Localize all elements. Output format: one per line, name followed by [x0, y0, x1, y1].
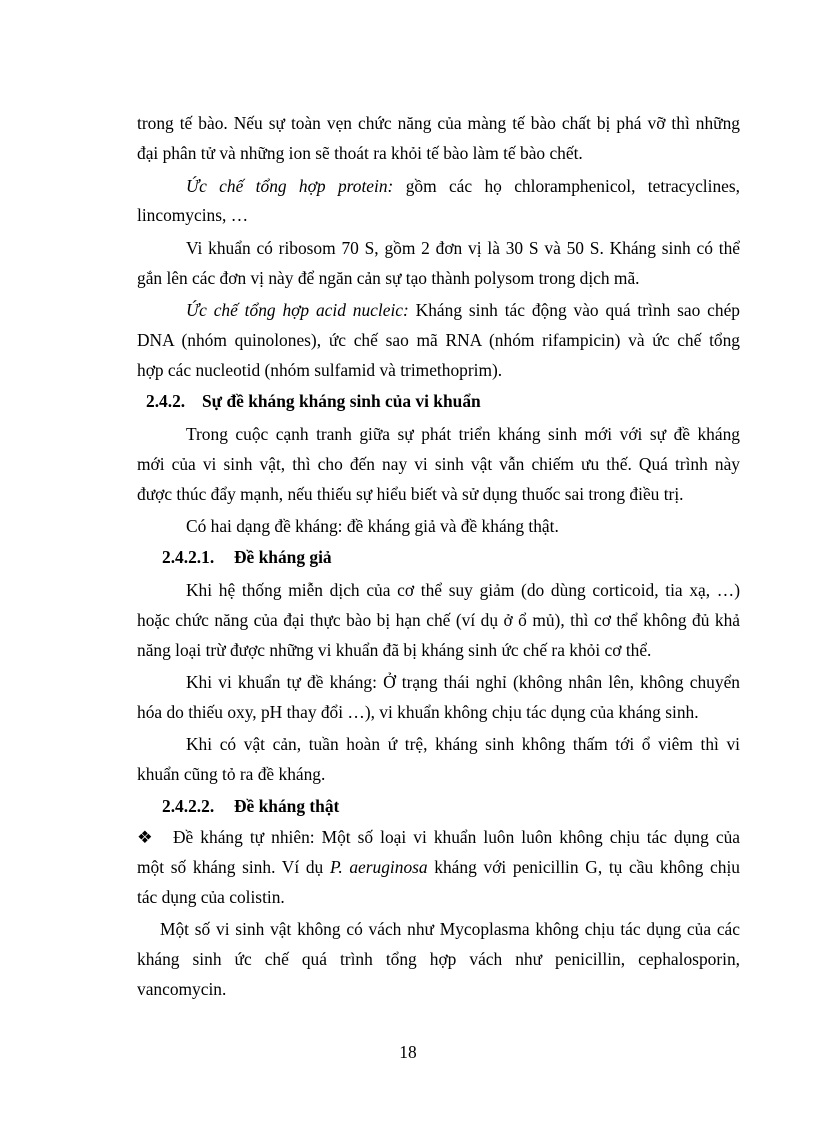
- paragraph-line: DNA (nhóm quinolones), ức chế sao mã RNA (nhóm rifampicin) và ức chế tổng: [137, 330, 740, 350]
- italic-term: Ức chế tổng hợp protein:: [186, 176, 394, 196]
- paragraph-text: kháng với penicillin G, tụ cầu không chịu: [427, 857, 740, 877]
- italic-term: P. aeruginosa: [329, 857, 428, 877]
- paragraph-line: gắn lên các đơn vị này để ngăn cản sự tạo thành polysom trong dịch mã.: [137, 268, 640, 288]
- paragraph-line: tác dụng của colistin.: [137, 887, 285, 907]
- subsection-heading: [162, 794, 765, 818]
- section-title: Đề kháng giả: [234, 547, 332, 567]
- paragraph-text: một số kháng sinh. Ví dụ: [137, 857, 330, 877]
- section-title: Đề kháng thật: [234, 796, 340, 816]
- paragraph-line: đại phân tử và những ion sẽ thoát ra khỏi tế bào làm tế bào chết.: [137, 143, 583, 163]
- paragraph-line: Một số vi sinh vật không có vách như Mycoplasma không chịu tác dụng của các: [160, 919, 740, 939]
- section-number: 2.4.2.2.: [162, 796, 215, 816]
- paragraph-line: mới của vi sinh vật, thì cho đến nay vi sinh vật vẫn chiếm ưu thế. Quá trình này: [137, 454, 740, 474]
- paragraph-line: hóa do thiếu oxy, pH thay đổi …), vi khuẩn không chịu tác dụng của kháng sinh.: [137, 702, 699, 722]
- paragraph-line: [186, 298, 740, 322]
- section-number: 2.4.2.1.: [162, 547, 215, 567]
- paragraph-line: hoặc chức năng của đại thực bào bị hạn chế (ví dụ ở ổ mủ), thì cơ thể không đủ khả: [137, 610, 740, 630]
- paragraph-line: kháng sinh ức chế quá trình tổng hợp vách như penicillin, cephalosporin,: [137, 949, 740, 969]
- bullet-diamond-icon: ❖: [137, 827, 153, 847]
- paragraph-line: Khi hệ thống miễn dịch của cơ thể suy giảm (do dùng corticoid, tia xạ, …): [186, 580, 740, 600]
- subsection-heading: [162, 545, 765, 569]
- paragraph-line: lincomycins, …: [137, 205, 249, 225]
- paragraph-line: được thúc đẩy mạnh, nếu thiếu sự hiểu biết và sử dụng thuốc sai trong điều trị.: [137, 484, 684, 504]
- paragraph-text: Kháng sinh tác động vào quá trình sao chép: [408, 300, 741, 320]
- paragraph-line: năng loại trừ được những vi khuẩn đã bị kháng sinh ức chế ra khỏi cơ thể.: [137, 640, 652, 660]
- paragraph-line: hợp các nucleotid (nhóm sulfamid và trimethoprim).: [137, 360, 503, 380]
- italic-term: Ức chế tổng hợp acid nucleic:: [186, 300, 409, 320]
- paragraph-line: Trong cuộc cạnh tranh giữa sự phát triển kháng sinh mới với sự đề kháng: [186, 424, 740, 444]
- paragraph-line: Vi khuẩn có ribosom 70 S, gồm 2 đơn vị là 30 S và 50 S. Kháng sinh có thể: [186, 238, 740, 258]
- paragraph-line: Đề kháng tự nhiên: Một số loại vi khuẩn luôn luôn không chịu tác dụng của: [173, 827, 740, 847]
- paragraph-line: Có hai dạng đề kháng: đề kháng giả và đề kháng thật.: [186, 516, 559, 536]
- paragraph-line: Khi có vật cản, tuần hoàn ứ trệ, kháng sinh không thấm tới ổ viêm thì vi: [186, 734, 740, 754]
- paragraph-line: [137, 855, 740, 879]
- section-number: 2.4.2.: [146, 391, 186, 411]
- paragraph-line: vancomycin.: [137, 979, 227, 999]
- paragraph-line: khuẩn cũng tỏ ra đề kháng.: [137, 764, 326, 784]
- page-number: 18: [399, 1042, 417, 1062]
- section-heading: [146, 389, 749, 413]
- paragraph-line: Khi vi khuẩn tự đề kháng: Ở trạng thái nghỉ (không nhân lên, không chuyển: [186, 672, 740, 692]
- section-title: Sự đề kháng kháng sinh của vi khuẩn: [202, 391, 481, 411]
- paragraph-line: [186, 174, 740, 198]
- paragraph-line: trong tế bào. Nếu sự toàn vẹn chức năng của màng tế bào chất bị phá vỡ thì những: [137, 113, 740, 133]
- paragraph-text: gồm các họ chloramphenicol, tetracyclines,: [393, 176, 740, 196]
